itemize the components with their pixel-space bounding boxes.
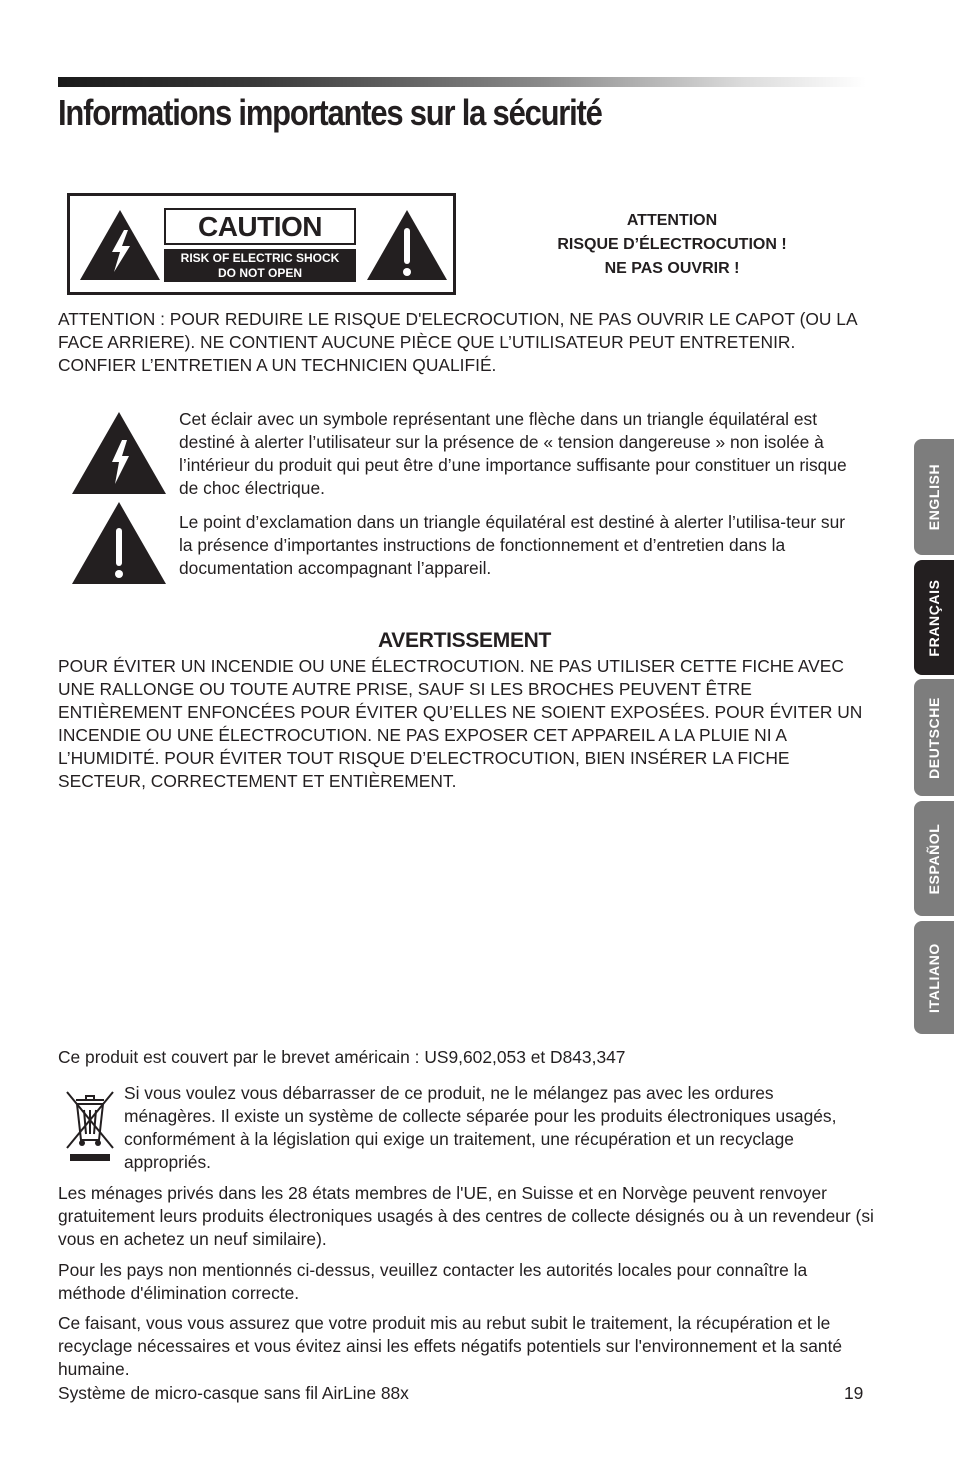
tab-espanol-label: ESPAÑOL — [926, 823, 942, 894]
tab-english[interactable] — [914, 439, 954, 555]
caution-subtext — [164, 249, 356, 282]
caution-label — [67, 193, 456, 295]
exclamation-triangle-icon — [72, 502, 166, 584]
weee-crossed-bin-icon — [64, 1086, 116, 1162]
caution-subtext-line1: RISK OF ELECTRIC SHOCK — [180, 251, 340, 265]
tab-francais[interactable] — [914, 560, 954, 675]
patent-notice: Ce produit est couvert par le brevet américain : US9,602,053 et D843,347 — [58, 1047, 626, 1067]
avertissement-body: POUR ÉVITER UN INCENDIE OU UNE ÉLECTROCUTION. NE PAS UTILISER CETTE FICHE AVEC UNE RALLONGE OU TOUTE AUTRE PRISE, SAUF SI LES BROCHES PEUVENT ÊTRE ENTIÈREMENT ENFONCÉES POUR ÉVITER QU’ELLES NE SOIENT EXPOSÉES. POUR ÉVITER UN INCENDIE OU UNE ÉLECTROCUTION. NE PAS EXPOSER CET APPAREIL A LA PLUIE NI A L’HUMIDITÉ. POUR ÉVITER TOUT RISQUE D’ELECTROCUTION, BIEN INSÉRER LA FICHE SECTEUR, CORRECTEMENT ET ENTIÈREMENT. — [58, 656, 863, 791]
caution-subtext-line2: DO NOT OPEN — [217, 266, 302, 280]
tab-english-label: ENGLISH — [926, 463, 942, 531]
electric-shock-warning-icon — [78, 208, 162, 282]
avertissement-heading: AVERTISSEMENT — [378, 629, 552, 652]
other-countries-text: Pour les pays non mentionnés ci-dessus, veuillez contacter les autorités locales pour connaître la méthode d'élimination correcte. — [58, 1260, 808, 1303]
lightning-triangle-icon — [72, 412, 166, 494]
exclamation-warning-icon — [365, 208, 449, 282]
page-number: 19 — [844, 1383, 864, 1403]
attention-line-2: RISQUE D’ÉLECTROCUTION ! — [557, 236, 787, 253]
page-title: Informations importantes sur la sécurité — [58, 92, 602, 133]
lightning-symbol-description: Cet éclair avec un symbole représentant une flèche dans un triangle équilatéral est destiné à alerter l’utilisateur sur la présence de « tension dangereuse » non isolée à l’intérieur du produit qui peut être d’une importance suffisante pour constituer un risque de choc électrique. — [179, 409, 847, 498]
caution-panel — [164, 208, 356, 282]
header-gradient-rule — [58, 77, 866, 87]
tab-francais-label: FRANÇAIS — [926, 578, 942, 657]
footer-product-name: Système de micro-casque sans fil AirLine 88x — [58, 1383, 409, 1403]
caution-word: CAUTION — [164, 208, 356, 245]
exclamation-symbol-description: Le point d’exclamation dans un triangle équilatéral est destiné à alerter l’utilisa-teur sur la présence d’importantes instructions de fonctionnement et d’entretien dans la documentation accompagnant l’appareil. — [179, 512, 846, 578]
caps-warning-text: ATTENTION : POUR REDUIRE LE RISQUE D'ELECROCUTION, NE PAS OUVRIR LE CAPOT (OU LA FACE ARRIERE). NE CONTIENT AUCUNE PIÈCE QUE L’UTILISATEUR PEUT ENTRETENIR. CONFIER L’ENTRETIEN A UN TECHNICIEN QUALIFIÉ. — [58, 309, 857, 375]
tab-italiano-label: ITALIANO — [926, 942, 942, 1013]
weee-disposal-text: Si vous voulez vous débarrasser de ce produit, ne le mélangez pas avec les ordures ménagères. Il existe un système de collecte séparée pour les produits électroniques usagés, conformément à la législation qui exige un traitement, une récupération et un recyclage appropriés. — [124, 1083, 837, 1172]
eu-return-text: Les ménages privés dans les 28 états membres de l'UE, en Suisse et en Norvège peuvent renvoyer gratuitement leurs produits électroniques usagés à des centres de collecte désignés ou à un revendeur (si vous en achetez un neuf similaire). — [58, 1183, 874, 1249]
tab-italiano[interactable] — [914, 921, 954, 1034]
attention-line-1: ATTENTION — [626, 212, 718, 229]
tab-deutsche-label: DEUTSCHE — [926, 696, 942, 779]
attention-french-label — [530, 209, 814, 281]
environment-benefit-text: Ce faisant, vous vous assurez que votre produit mis au rebut subit le traitement, la récupération et le recyclage nécessaires et vous évitez ainsi les effets négatifs potentiels sur l'environnement et la santé humaine. — [58, 1313, 843, 1379]
attention-line-3: NE PAS OUVRIR ! — [604, 260, 740, 277]
tab-espanol[interactable] — [914, 801, 954, 916]
tab-deutsche[interactable] — [914, 679, 954, 796]
